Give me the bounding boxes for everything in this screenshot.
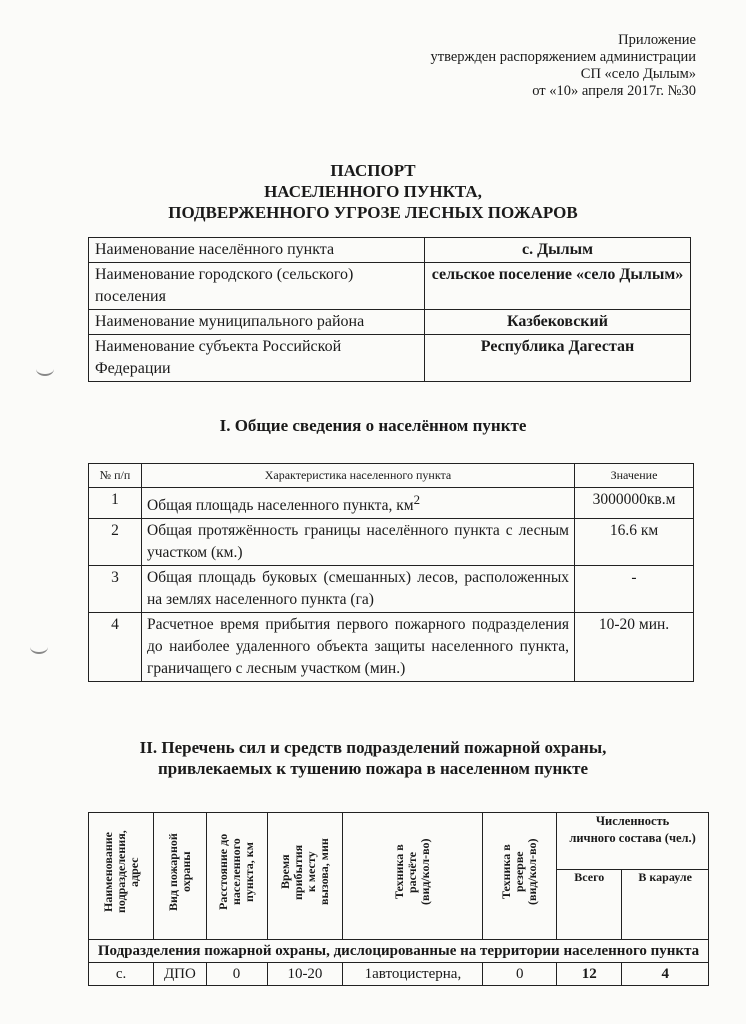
section-1-heading: I. Общие сведения о населённом пункте [219,416,527,435]
col-header-distance-text: Расстояние до населенного пункта, км [216,833,257,911]
cell-distance: 0 [206,963,267,986]
col-header-tech-calc-text: Техника в расчёте (вид/кол-во) [392,838,433,906]
info-row [89,238,691,263]
row-value: 16.6 км [575,519,694,566]
title-line-1: ПАСПОРТ [330,161,416,180]
document-title [0,160,746,223]
row-characteristic: Общая протяжённость границы населённого пункта с лесным участком (км.) [142,519,575,566]
section-2-heading-line-2: привлекаемых к тушению пожара в населенном пункте [157,759,589,778]
table-row [89,566,694,613]
info-value: сельское поселение «село Дылым» [425,263,691,310]
info-label: Наименование городского (сельского) поселения [89,263,425,310]
col-header-staff: Численность личного состава (чел.) [557,813,709,870]
col-header-value: Значение [575,464,694,488]
row-number: 2 [89,519,142,566]
info-value: Республика Дагестан [425,335,691,382]
approval-line-1: Приложение [618,32,696,48]
cell-name: с. [89,963,154,986]
approval-line-3: СП «село Дылым» [580,66,696,82]
info-row [89,263,691,310]
col-header-tech-calc [343,813,483,940]
col-header-tech-reserve [483,813,557,940]
cell-total: 12 [557,963,622,986]
cell-time: 10-20 [267,963,343,986]
general-info-table [88,463,694,682]
section-2-heading [0,737,746,779]
title-line-3: ПОДВЕРЖЕННОГО УГРОЗЕ ЛЕСНЫХ ПОЖАРОВ [168,203,578,222]
table-row [89,613,694,682]
table-row [89,519,694,566]
table-row [89,488,694,519]
table-header-row [89,813,709,870]
row-value: - [575,566,694,613]
approval-block [430,32,696,100]
col-header-time [267,813,343,940]
info-row [89,335,691,382]
col-header-distance [206,813,267,940]
group-label: Подразделения пожарной охраны, дислоцированные на территории населенного пункта [89,940,709,963]
cell-guard: 4 [622,963,709,986]
info-row [89,310,691,335]
table-row [89,963,709,986]
superscript: 2 [413,492,421,507]
row-characteristic: Расчетное время прибытия первого пожарного подразделения до наиболее удаленного объекта защиты населенного пункта, граничащего с лесным участком (мин.) [142,613,575,682]
section-2-heading-line-1: II. Перечень сил и средств подразделений пожарной охраны, [139,738,607,757]
col-header-name-text: Наименование подразделения, адрес [100,830,141,914]
fire-forces-table [88,812,709,986]
row-characteristic [142,488,575,519]
col-header-characteristic: Характеристика населенного пункта [142,464,575,488]
col-header-guard: В карауле [622,870,709,940]
row-value: 3000000кв.м [575,488,694,519]
col-header-tech-reserve-text: Техника в резерве (вид/кол-во) [499,838,540,906]
info-value: с. Дылым [425,238,691,263]
title-line-2: НАСЕЛЕННОГО ПУНКТА, [264,182,482,201]
col-header-type [154,813,206,940]
col-header-num: № п/п [89,464,142,488]
row-number: 4 [89,613,142,682]
row-value: 10-20 мин. [575,613,694,682]
cell-type: ДПО [154,963,206,986]
row-text: Общая площадь населенного пункта, км [147,497,414,515]
scan-mark [30,640,48,654]
cell-tech-reserve: 0 [483,963,557,986]
info-value: Казбековский [425,310,691,335]
row-characteristic: Общая площадь буковых (смешанных) лесов, расположенных на землях населенного пункта (га) [142,566,575,613]
cell-tech-calc: 1автоцистерна, [343,963,483,986]
row-number: 1 [89,488,142,519]
settlement-info-table [88,237,691,382]
col-header-time-text: Время прибытия к месту вызова, мин [277,838,331,906]
info-label: Наименование населённого пункта [89,238,425,263]
row-number: 3 [89,566,142,613]
table-header-row [89,464,694,488]
col-header-name [89,813,154,940]
approval-line-4: от «10» апреля 2017г. №30 [532,83,696,99]
info-label: Наименование субъекта Российской Федерации [89,335,425,382]
col-header-type-text: Вид пожарной охраны [165,833,193,911]
col-header-total: Всего [557,870,622,940]
scan-mark [36,362,54,376]
group-row [89,940,709,963]
info-label: Наименование муниципального района [89,310,425,335]
approval-line-2: утвержден распоряжением администрации [430,49,696,65]
